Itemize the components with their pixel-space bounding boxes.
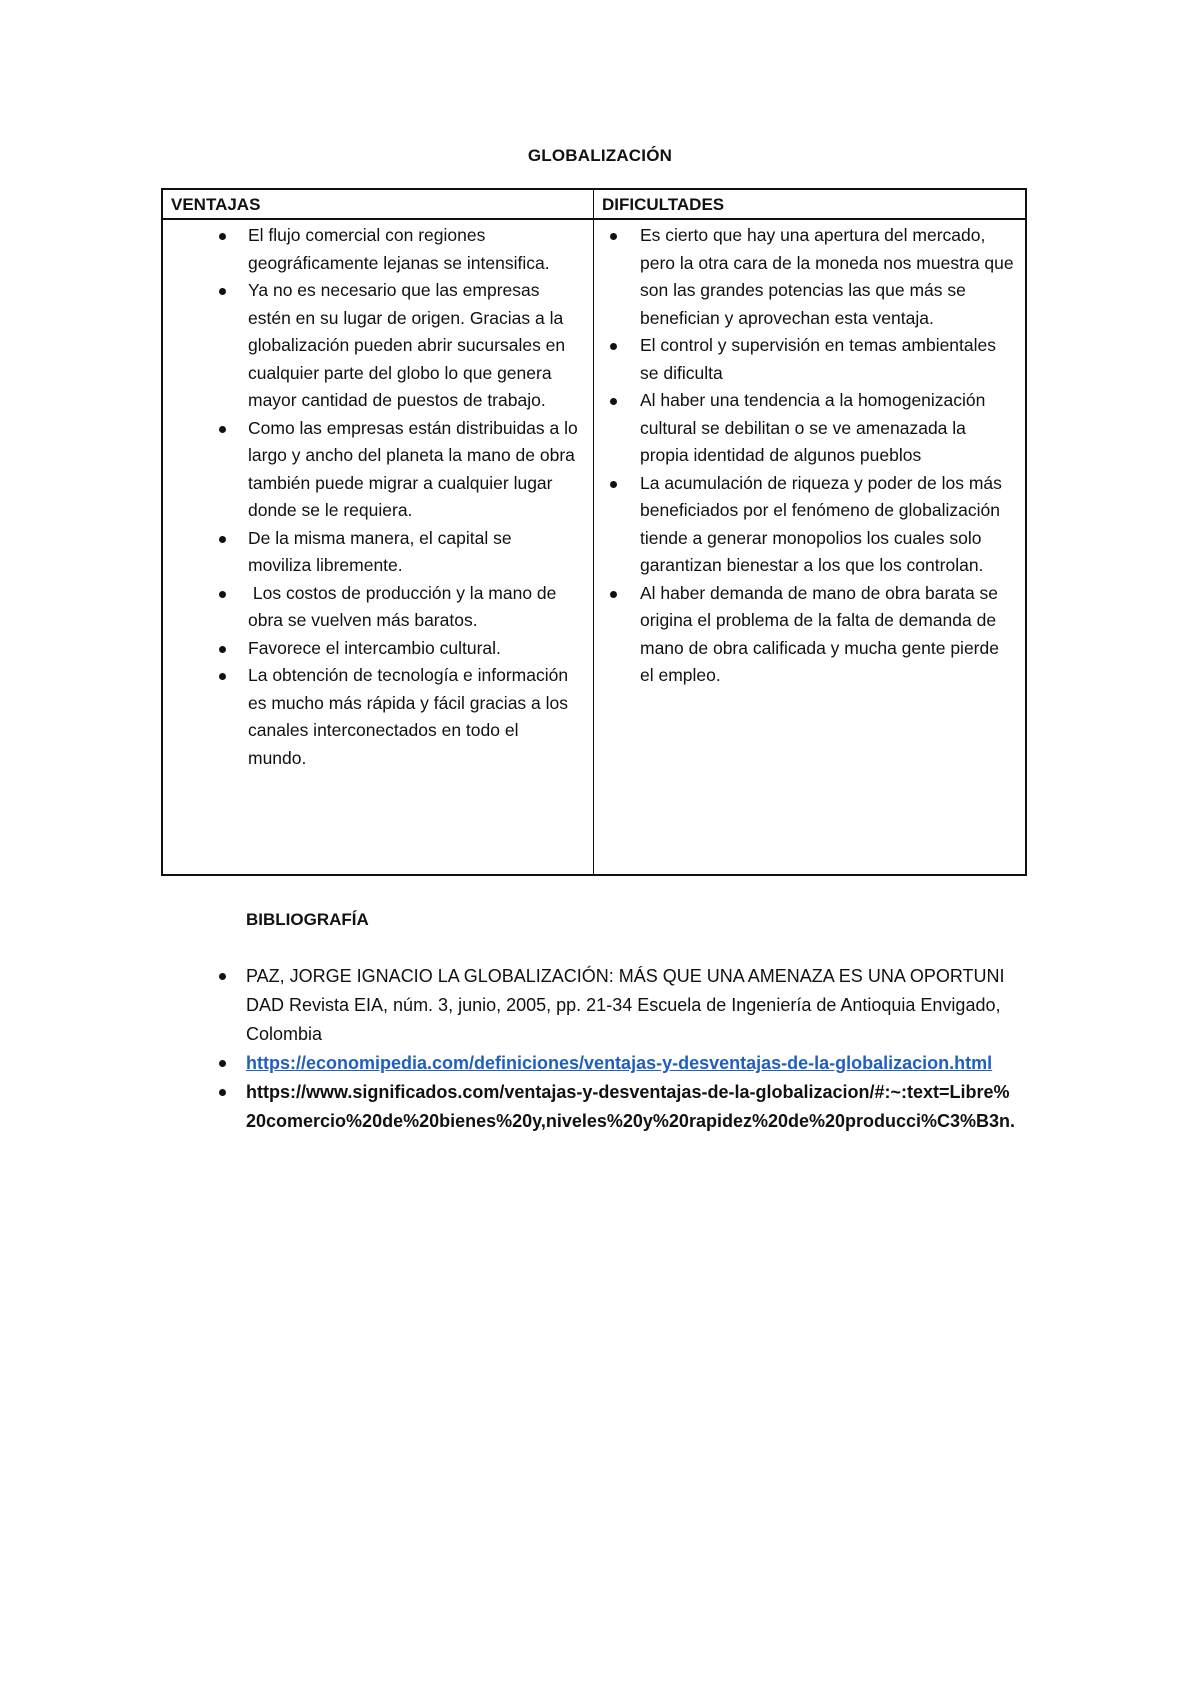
list-item: [594, 332, 1025, 387]
bibliography-item: [246, 962, 1016, 1049]
list-item: [163, 415, 593, 525]
bullet-icon: [610, 233, 617, 240]
list-item: [163, 277, 593, 415]
dificultades-list: [594, 222, 1025, 690]
dificultades-cell: [594, 220, 1025, 874]
economipedia-link[interactable]: https://economipedia.com/definiciones/ventajas-y-desventajas-de-la-globalizacion.html: [246, 1053, 993, 1073]
bullet-icon: [219, 591, 226, 598]
page-title: GLOBALIZACIÓN: [527, 146, 673, 165]
bullet-icon: [610, 343, 617, 350]
bullet-icon: [219, 536, 226, 543]
list-item: [163, 635, 593, 663]
bullet-icon: [219, 288, 226, 295]
list-item-text: Favorece el intercambio cultural.: [248, 637, 501, 658]
list-item-text: Los costos de producción y la mano de obra se vuelven más baratos.: [248, 582, 562, 630]
bullet-icon: [219, 1089, 226, 1096]
bullet-icon: [219, 233, 226, 240]
bibliography-list: [246, 962, 1016, 1136]
bullet-icon: [219, 1060, 226, 1067]
bibliography-heading: BIBLIOGRAFÍA: [246, 910, 369, 929]
ventajas-cell: [163, 220, 594, 874]
list-item-text: Al haber demanda de mano de obra barata se origina el problema de la falta de demanda de mano de obra calificada y mucha gente pierde el empleo.: [640, 582, 999, 685]
bullet-icon: [219, 673, 226, 680]
header-ventajas: VENTAJAS: [163, 190, 594, 220]
list-item-text: La obtención de tecnología e información es mucho más rápida y fácil gracias a los canales interconectados en todo el mundo.: [248, 665, 569, 768]
bibliography-reference-text: PAZ, JORGE IGNACIO LA GLOBALIZACIÓN: MÁS QUE UNA AMENAZA ES UNA OPORTUNIDAD Revista EIA, núm. 3, junio, 2005, pp. 21-34 Escuela de Ingeniería de Antioquia Envigado, Colombia: [246, 966, 1005, 1044]
list-item: [594, 222, 1025, 332]
list-item-text: El flujo comercial con regiones geográficamente lejanas se intensifica.: [248, 225, 550, 273]
comparison-table: [161, 188, 1027, 876]
bullet-icon: [219, 426, 226, 433]
list-item: [594, 470, 1025, 580]
list-item: [163, 662, 593, 772]
list-item: [594, 387, 1025, 470]
bullet-icon: [610, 481, 617, 488]
list-item: [594, 580, 1025, 690]
list-item-text: De la misma manera, el capital se moviliza libremente.: [248, 527, 512, 575]
list-item-text: La acumulación de riqueza y poder de los más beneficiados por el fenómeno de globalización tiende a generar monopolios los cuales solo garantizan bienestar a los que los controlan.: [640, 472, 1002, 575]
list-item-text: Es cierto que hay una apertura del mercado, pero la otra cara de la moneda nos muestra que son las grandes potencias las que más se benefician y aprovechan esta ventaja.: [640, 225, 1014, 328]
bullet-icon: [610, 398, 617, 405]
list-item: [163, 525, 593, 580]
list-item-text: Al haber una tendencia a la homogenización cultural se debilitan o se ve amenazada la propia identidad de algunos pueblos: [640, 390, 986, 465]
bullet-icon: [219, 973, 226, 980]
list-item-text: Ya no es necesario que las empresas estén en su lugar de origen. Gracias a la globalización pueden abrir sucursales en cualquier parte del globo lo que genera mayor cantidad de puestos de trabajo.: [248, 280, 566, 410]
bullet-icon: [219, 646, 226, 653]
bibliography-item: [246, 1078, 1016, 1136]
bibliography-item: [246, 1049, 1016, 1078]
list-item: [163, 580, 593, 635]
list-item-text: El control y supervisión en temas ambientales se dificulta: [640, 335, 997, 383]
list-item-text: Como las empresas están distribuidas a lo largo y ancho del planeta la mano de obra también puede migrar a cualquier lugar donde se le requiera.: [248, 417, 578, 520]
list-item: [163, 222, 593, 277]
significados-url-text: https://www.significados.com/ventajas-y-desventajas-de-la-globalizacion/#:~:text=Libre%20comercio%20de%20bienes%20y,niveles%20y%20rapidez%20de%20producci%C3%B3n.: [246, 1082, 1016, 1131]
bullet-icon: [610, 591, 617, 598]
ventajas-list: [163, 222, 593, 772]
header-dificultades: DIFICULTADES: [594, 190, 1025, 220]
